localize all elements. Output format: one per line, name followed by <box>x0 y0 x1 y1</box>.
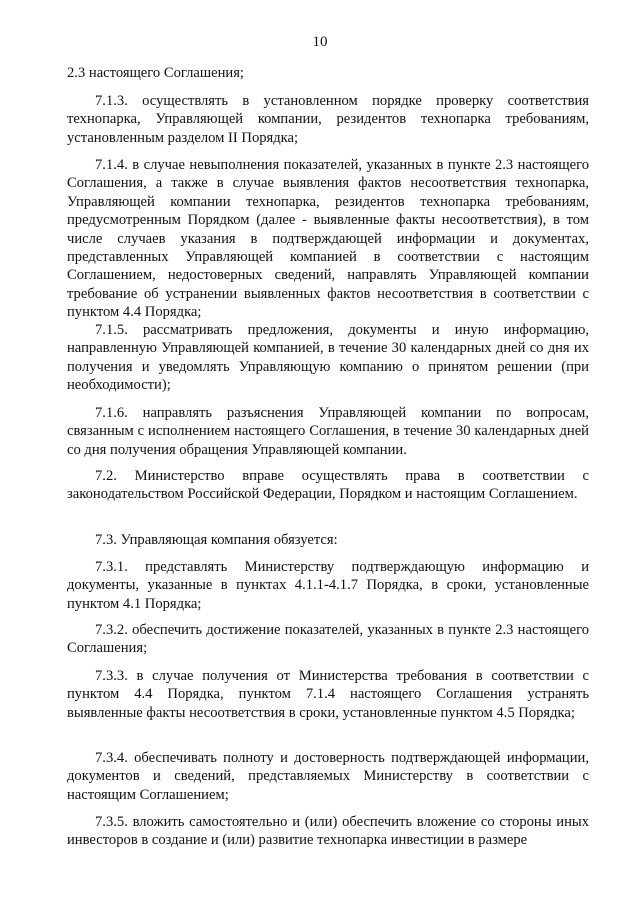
paragraph-7-2: 7.2. Министерство вправе осуществлять права в соответствии с законодательством Российской Федерации, Порядком и настоящим Соглашением. <box>67 468 589 503</box>
page-number: 10 <box>312 34 328 50</box>
paragraph-7-1-3: 7.1.3. осуществлять в установленном порядке проверку соответствия технопарка, Управляющей компании, резидентов технопарка требованиям, установленным разделом II Порядка; <box>67 93 589 146</box>
paragraph-2-3-tail: 2.3 настоящего Соглашения; <box>67 65 244 81</box>
paragraph-7-1-4: 7.1.4. в случае невыполнения показателей, указанных в пункте 2.3 настоящего Соглашения, а также в случае выявления фактов несоответствия технопарка, Управляющей компании технопарка, резидентов технопарка требованиям, предусмотренным Порядком (далее - выявленные факты несоответствия), в том числе случаев указания в подтверждающей информации и документах, представленных Управляющей компанией в соответствии с настоящим Соглашением, недостоверных сведений, направлять Управляющей компании требование об устранении выявленных фактов несоответствия в соответствии с пунктом 4.4 Порядка; <box>67 157 589 321</box>
paragraph-7-3-3: 7.3.3. в случае получения от Министерства требования в соответствии с пунктом 4.4 Порядка, пунктом 7.1.4 настоящего Соглашения устранять выявленные факты несоответствия в сроки, установленные пунктом 4.5 Порядка; <box>67 668 589 721</box>
paragraph-7-3: 7.3. Управляющая компания обязуется: <box>95 532 338 548</box>
paragraph-7-1-6: 7.1.6. направлять разъяснения Управляющей компании по вопросам, связанным с исполнением настоящего Соглашения, в течение 30 календарных дней со дня получения обращения Управляющей компании. <box>67 405 589 458</box>
paragraph-7-3-1: 7.3.1. представлять Министерству подтверждающую информацию и документы, указанные в пунктах 4.1.1-4.1.7 Порядка, в сроки, установленные пунктом 4.1 Порядка; <box>67 559 589 612</box>
paragraph-7-1-5: 7.1.5. рассматривать предложения, документы и иную информацию, направленную Управляющей компанией, в течение 30 календарных дней со дня их получения и уведомлять Управляющую компанию о принятом решении (при необходимости); <box>67 322 589 394</box>
paragraph-7-3-4: 7.3.4. обеспечивать полноту и достоверность подтверждающей информации, документов и сведений, представляемых Министерству в соответствии с настоящим Соглашением; <box>67 750 589 803</box>
paragraph-7-3-5: 7.3.5. вложить самостоятельно и (или) обеспечить вложение со стороны иных инвесторов в создание и (или) развитие технопарка инвестиции в размере <box>67 814 589 849</box>
paragraph-7-3-2: 7.3.2. обеспечить достижение показателей, указанных в пункте 2.3 настоящего Соглашения; <box>67 622 589 657</box>
